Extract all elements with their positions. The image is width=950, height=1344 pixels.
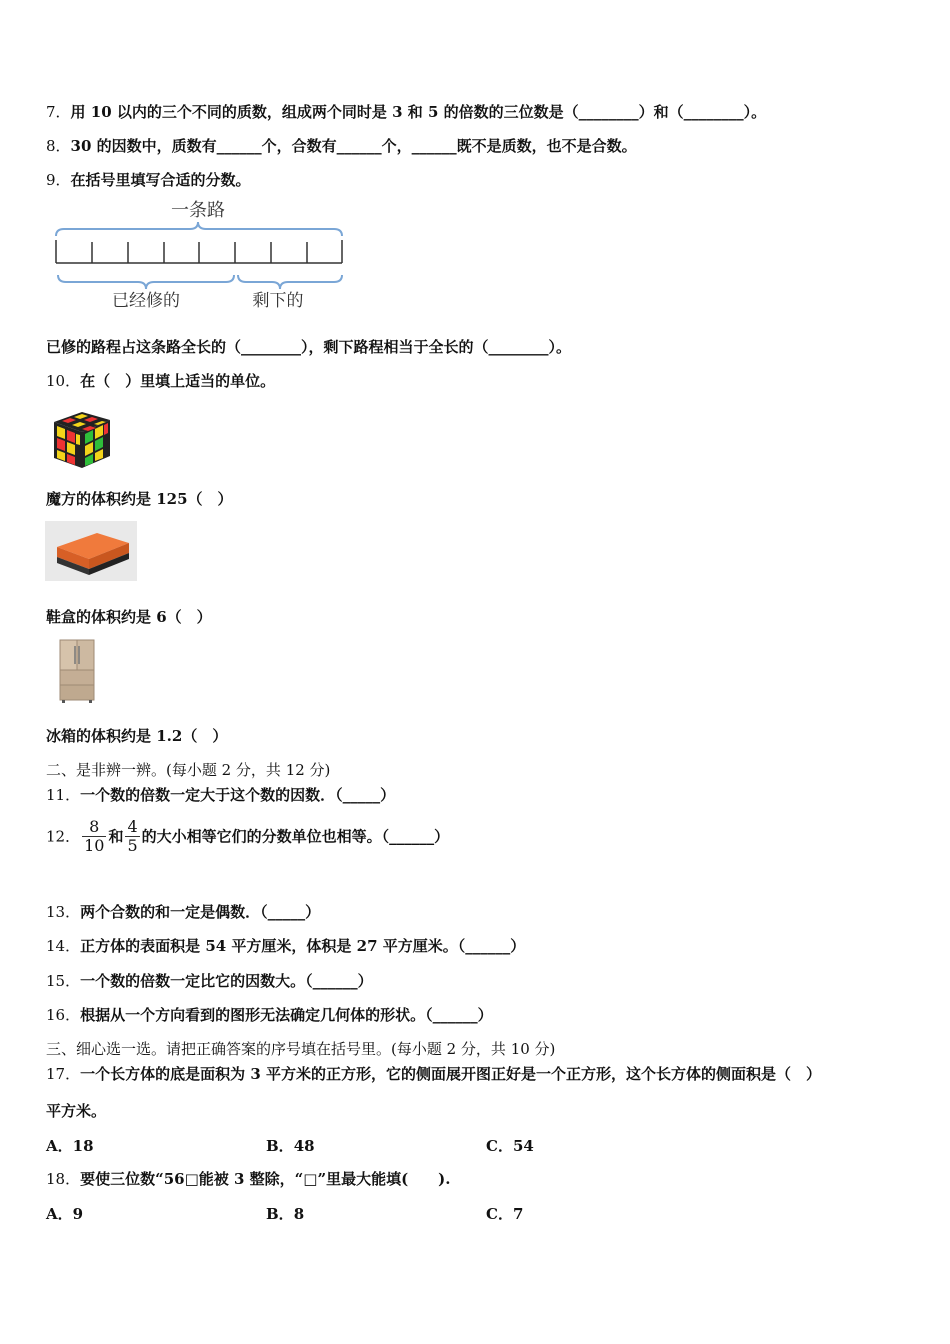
question-number: 8． <box>46 137 71 155</box>
remaining-brace <box>238 275 342 289</box>
refrigerator-question: 冰箱的体积约是 1.2（ ） <box>46 727 228 745</box>
question-15 <box>46 971 373 991</box>
question-number: 7． <box>46 103 71 121</box>
question-text: 要使三位数“56□能被 3 整除，“□”里最大能填( ). <box>80 1170 451 1188</box>
option-a: A．9 <box>46 1205 84 1223</box>
question-14 <box>46 936 525 956</box>
question-17-continuation: 平方米。 <box>46 1102 107 1120</box>
section-3-title: 三、细心选一选。请把正确答案的序号填在括号里。(每小题 2 分，共 10 分) <box>46 1040 556 1058</box>
question-text: 正方体的表面积是 54 平方厘米，体积是 27 平方厘米。（______） <box>80 937 526 955</box>
question-number: 17． <box>46 1065 81 1083</box>
question-number: 13． <box>46 903 81 921</box>
question-16 <box>46 1005 493 1025</box>
question-text: 用 10 以内的三个不同的质数，组成两个同时是 3 和 5 的倍数的三位数是（________）和（________）。 <box>70 103 767 121</box>
question-18 <box>46 1169 451 1189</box>
numerator: 8 <box>89 817 100 836</box>
conjunction: 和 <box>108 827 124 846</box>
fraction-4-5 <box>125 818 139 855</box>
numerator: 4 <box>127 817 138 836</box>
question-number: 12． <box>46 827 81 846</box>
question-number: 16． <box>46 1006 81 1024</box>
option-c: C．54 <box>486 1137 534 1155</box>
question-number: 18． <box>46 1170 81 1188</box>
question-7 <box>46 102 766 122</box>
rubiks-cube-question: 魔方的体积约是 125（ ） <box>46 490 233 508</box>
question-text: 一个长方体的底是面积为 3 平方米的正方形，它的侧面展开图正好是一个正方形，这个长方体的侧面积是（ ） <box>80 1065 821 1083</box>
question-text: 根据从一个方向看到的图形无法确定几何体的形状。（______） <box>80 1006 493 1024</box>
built-label: 已经修的 <box>112 291 180 311</box>
question-text: 两个合数的和一定是偶数．（_____） <box>80 903 321 921</box>
option-c: C．7 <box>486 1205 524 1223</box>
section-2-title: 二、是非辨一辨。(每小题 2 分，共 12 分) <box>46 761 331 779</box>
question-number: 11． <box>46 786 81 804</box>
built-brace <box>58 275 234 289</box>
question-text: 在括号里填写合适的分数。 <box>70 171 251 189</box>
option-a: A．18 <box>46 1137 94 1155</box>
shoebox-icon <box>45 521 137 581</box>
question-number: 9． <box>46 171 71 189</box>
road-total-label: 一条路 <box>171 200 225 221</box>
question-9-followup: 已修的路程占这条路全长的（________），剩下路程相当于全长的（________）。 <box>46 338 572 356</box>
remaining-label: 剩下的 <box>252 291 304 311</box>
denominator: 10 <box>84 836 105 855</box>
question-text: 30 的因数中，质数有______个，合数有______个，______既不是质数，也不是合数。 <box>70 137 637 155</box>
question-13 <box>46 902 320 922</box>
question-11 <box>46 785 395 805</box>
question-number: 15． <box>46 972 81 990</box>
question-number: 10． <box>46 372 81 390</box>
refrigerator-icon <box>56 638 100 704</box>
question-text: 的大小相等它们的分数单位也相等。（______） <box>141 827 450 846</box>
fraction-8-10 <box>82 818 106 855</box>
question-12 <box>46 818 449 855</box>
top-brace <box>56 222 342 236</box>
question-text: 在（ ）里填上适当的单位。 <box>80 372 276 390</box>
option-b: B．48 <box>266 1137 315 1155</box>
denominator: 5 <box>127 836 138 855</box>
road-bar <box>56 240 342 263</box>
question-10 <box>46 371 275 391</box>
question-8 <box>46 136 637 156</box>
rubiks-cube-icon <box>48 408 114 470</box>
question-text: 一个数的倍数一定大于这个数的因数．（_____） <box>80 786 396 804</box>
shoebox-question: 鞋盒的体积约是 6（ ） <box>46 608 212 626</box>
question-17 <box>46 1064 821 1084</box>
road-diagram <box>50 196 350 316</box>
question-text: 一个数的倍数一定比它的因数大。（______） <box>80 972 373 990</box>
question-9 <box>46 170 251 190</box>
option-b: B．8 <box>266 1205 305 1223</box>
question-number: 14． <box>46 937 81 955</box>
